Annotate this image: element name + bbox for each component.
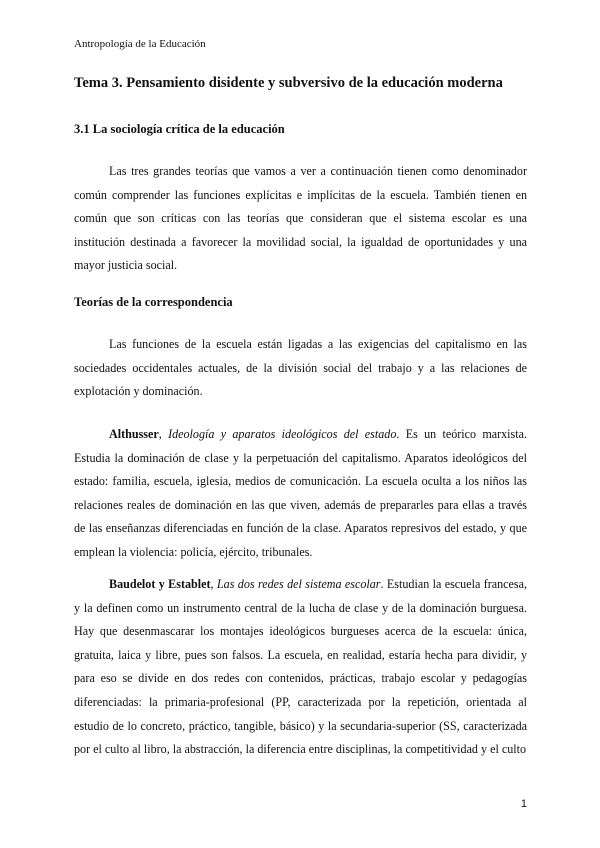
althusser-paragraph [74, 423, 527, 565]
intro-paragraph: Las tres grandes teorías que vamos a ver a continuación tienen como denominador común comprender las funciones explícitas e implícitas de la escuela. También tienen en común que son críticas con las teorías que consideran que el sistema escolar es una institución destinada a favorecer la movilidad social, la igualdad de oportunidades y una mayor justicia social. [74, 164, 527, 273]
baudelot-text: . Estudian la escuela francesa, y la definen como un instrumento central de la lucha de clase y de la dominación burguesa. Hay que desenmascarar los montajes ideológicos burgueses acerca de la escuela: única, gratuita, laica y libre, pues son falsos. La escuela, en realidad, estaría hecha para dividir, y para eso se divide en dos redes con contenidos, prácticas, trabajo escolar y pedagogías diferenciadas: la primaria-profesional (PP, caracterizada por la repetición, orientada al estudio de lo concreto, práctico, tangible, básico) y la secundaria-superior (SS, caracterizada por el culto al libro, la abstracción, la diferencia entre disciplinas, la competitividad y el culto [74, 577, 527, 757]
page-title: Tema 3. Pensamiento disidente y subversivo de la educación moderna [74, 75, 503, 91]
baudelot-paragraph [74, 573, 527, 762]
althusser-text: . Es un teórico marxista. Estudia la dominación de clase y la perpetuación del capitalismo. Aparatos ideológicos del estado: familia, escuela, iglesia, medios de comunicación. La escuela oculta a los niños las relaciones reales de dominación en las que viven, además de prepararles para ellas a través de las enseñanzas diferenciadas en función de la clase. Aparatos represivos del estado, y que emplean la violencia: policía, ejército, tribunales. [74, 427, 528, 559]
baudelot-separator: , [210, 577, 217, 591]
section-heading: 3.1 La sociología crítica de la educación [74, 122, 285, 136]
running-header: Antropología de la Educación [74, 38, 206, 50]
baudelot-author: Baudelot y Establet [109, 577, 211, 591]
althusser-work-title: Ideología y aparatos ideológicos del estado [168, 427, 397, 441]
althusser-separator: , [158, 427, 169, 441]
correspondence-paragraph: Las funciones de la escuela están ligadas a las exigencias del capitalismo en las sociedades occidentales actuales, de la división social del trabajo y a las relaciones de explotación y dominación. [74, 337, 527, 399]
baudelot-work-title: Las dos redes del sistema escolar [216, 577, 381, 591]
subsection-heading: Teorías de la correspondencia [74, 295, 233, 309]
althusser-author: Althusser [109, 427, 159, 441]
page-number: 1 [520, 798, 527, 810]
